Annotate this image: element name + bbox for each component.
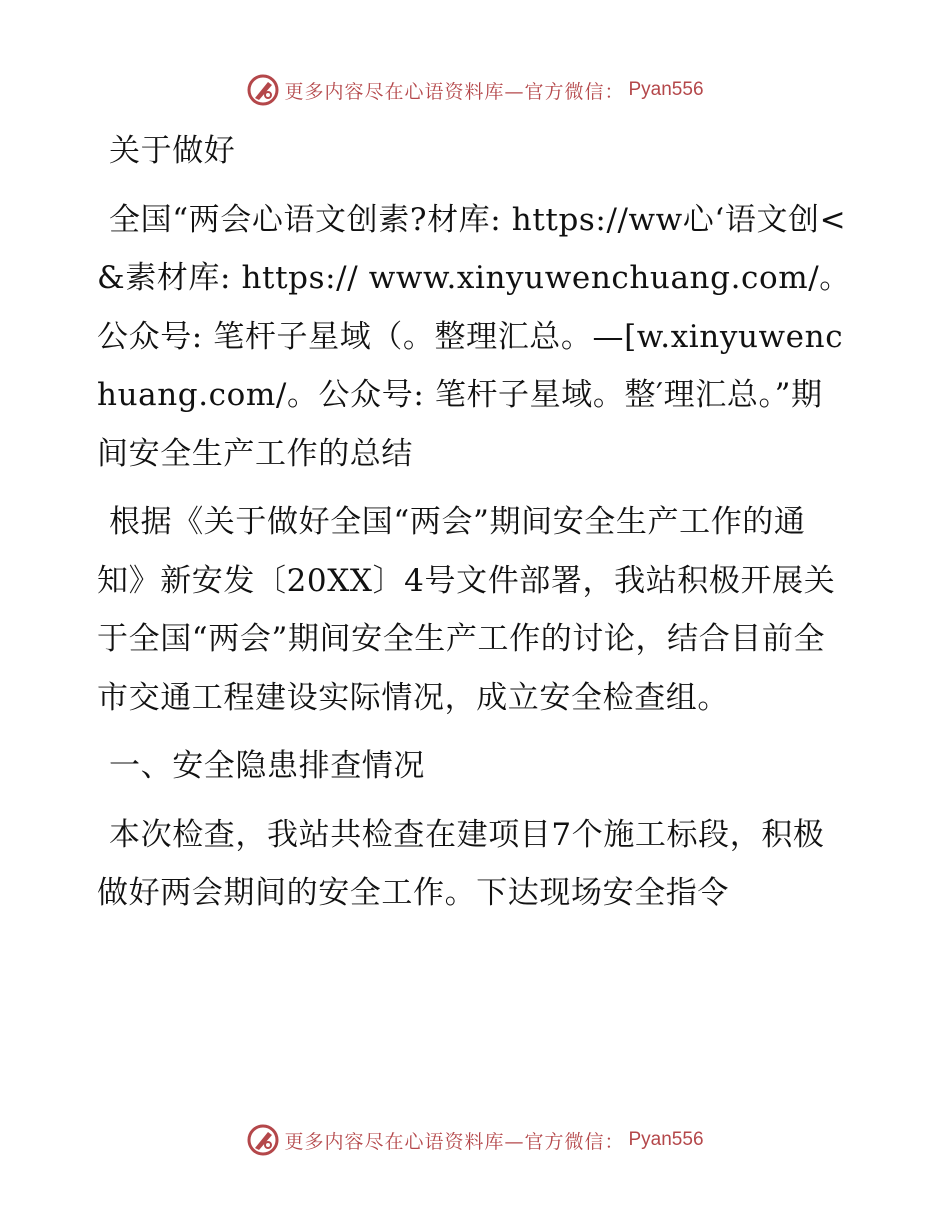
paragraph-title: 全国“两会心语文创素?材库: https://ww心‘语文创<&素材库: https:// www.xinyuwenchuang.com/。公众号: 笔杆子星域（。整理汇总。—[w.xinyuwenchuang.com/。公众号: 笔杆子星域。整′理汇总。”期间安全生产工作的总结 [97, 201, 851, 472]
pen-logo-icon [246, 1123, 280, 1157]
paragraph-inspection: 本次检查，我站共检查在建项目7个施工标段，积极做好两会期间的安全工作。下达现场安全指令 [97, 816, 825, 911]
header-banner [0, 70, 950, 110]
section-heading: 一、安全隐患排查情况 [109, 748, 425, 784]
paragraph-intro: 根据《关于做好全国“两会”期间安全生产工作的通知》新安发〔20XX〕4号文件部署，我站积极开展关于全国“两会”期间安全生产工作的讨论，结合目前全市交通工程建设实际情况，成立安全检查组。 [97, 504, 836, 716]
banner-wechat-handle: Pyan556 [628, 79, 704, 100]
banner-text: 更多内容尽在心语资料库—官方微信： [284, 1130, 625, 1153]
footer-banner [0, 1120, 950, 1160]
document-body [97, 122, 853, 933]
paragraph-heading: 关于做好 [109, 133, 236, 169]
pen-logo-icon [246, 73, 280, 107]
banner-wechat-handle: Pyan556 [628, 1129, 704, 1150]
banner-text: 更多内容尽在心语资料库—官方微信： [284, 80, 625, 103]
